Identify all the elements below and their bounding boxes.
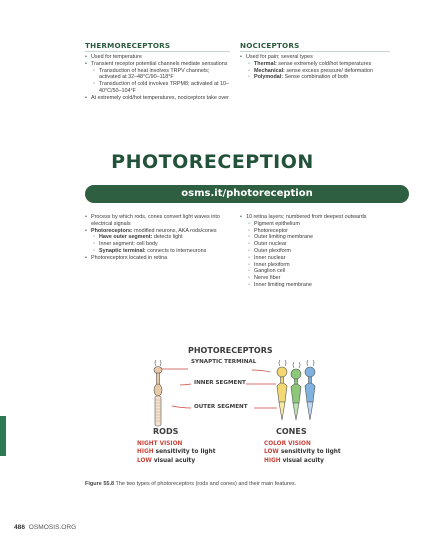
level: HIGH [264, 457, 281, 464]
thermoreceptors-list [85, 54, 230, 102]
photoreception-left-list [85, 214, 230, 262]
retina-layer-item: ◦ Inner limiting membrane [240, 282, 390, 289]
cone-blue-icon [305, 360, 315, 420]
nociceptors-section [240, 41, 390, 81]
list-item: ◦ Transduction of cold involves TRPM8; activated at 10–40°C/50–104°F [85, 81, 230, 95]
label-inner-segment: INNER SEGMENT [194, 380, 246, 386]
list-item [240, 61, 390, 68]
photoreception-left-column [85, 214, 230, 262]
caption-text: The two types of photoreceptors (rods and cones) and their main features. [114, 481, 297, 487]
rods-feature-3 [137, 457, 215, 465]
rods-feature-2 [137, 448, 215, 456]
rods-features [137, 440, 215, 465]
term: Photoreceptors: [91, 227, 133, 234]
label-synaptic-terminal: SYNAPTIC TERMINAL [191, 359, 257, 365]
nociceptors-heading: NOCICEPTORS [240, 41, 390, 52]
definition: modified neurons, AKA rods/cones [132, 227, 217, 234]
rods-title: RODS [153, 427, 179, 436]
list-item: • Process by which rods, cones convert light waves into electrical signals [85, 214, 230, 228]
cones-feature-3 [264, 457, 341, 465]
list-item [85, 248, 230, 255]
retina-layer-item: ◦ Inner nuclear [240, 255, 390, 262]
label-outer-segment: OUTER SEGMENT [194, 404, 248, 410]
page-title: PHOTORECEPTION [111, 151, 314, 173]
retina-layer-item: ◦ Photoreceptor [240, 228, 390, 235]
term: Mechanical: [254, 67, 285, 74]
page-footer [14, 524, 76, 531]
retina-layer-item: ◦ Outer plexiform [240, 248, 390, 255]
figure-number: Figure 55.8 [85, 481, 115, 487]
feature-text: sensitivity to light [153, 449, 216, 456]
cones-feature-2 [264, 448, 341, 456]
level: HIGH [137, 449, 154, 456]
photoreception-right-column [240, 214, 390, 289]
cones-title: CONES [276, 427, 307, 436]
definition: Sense combination of both [283, 74, 349, 81]
list-item: • 10 retina layers; numbered from deepest outwards [240, 214, 390, 221]
page-number: 486 [14, 524, 26, 531]
term: Synaptic terminal: [99, 247, 146, 254]
definition: detects light [152, 234, 183, 241]
url-link[interactable]: osms.it/photoreception [181, 188, 313, 199]
retina-layer-item: ◦ Ganglion cell [240, 268, 390, 275]
list-item: • Photoreceptors located in retina [85, 255, 230, 262]
term: Polymodal: [254, 74, 284, 81]
level: LOW [137, 457, 152, 464]
photoreception-right-list [240, 214, 390, 289]
list-item: • At extremely cold/hot temperatures, nociceptors take over [85, 95, 230, 102]
list-item: • Transient receptor potential channels mediate sensations [85, 61, 230, 68]
term: Thermal: [254, 60, 277, 67]
retina-layer-item: ◦ Inner plexiform [240, 262, 390, 269]
list-item [240, 74, 390, 81]
cones-feature-1: COLOR VISION [264, 441, 311, 447]
list-item [85, 234, 230, 241]
list-item: • Used for temperature [85, 54, 230, 61]
thermoreceptors-heading: THERMORECEPTORS [85, 41, 230, 52]
definition: sense excess pressure/ deformation [284, 67, 373, 74]
url-banner[interactable] [85, 185, 409, 203]
cones-features [264, 440, 341, 465]
list-item: ◦ Inner segment: cell body [85, 241, 230, 248]
figure-heading: PHOTORECEPTORS [188, 346, 273, 355]
feature-text: visual acuity [280, 457, 324, 464]
list-item: ◦ Transduction of heat involves TRPV channels; activated at 32–48°C/90–118°F [85, 68, 230, 82]
level: LOW [264, 449, 279, 456]
rod-cell-icon [154, 360, 162, 426]
retina-layer-item: ◦ Pigment epithelium [240, 221, 390, 228]
list-item [85, 228, 230, 235]
retina-layer-item: ◦ Outer limiting membrane [240, 234, 390, 241]
feature-text: visual acuity [151, 457, 196, 464]
retina-layer-item: ◦ Outer nuclear [240, 241, 390, 248]
thermoreceptors-section [85, 41, 230, 102]
list-item: • Used for pain; several types [240, 54, 390, 61]
term: Have outer segment: [99, 234, 153, 241]
retina-layer-item: ◦ Nerve fiber [240, 275, 390, 282]
site-name[interactable]: OSMOSIS.ORG [28, 524, 77, 531]
list-item [240, 68, 390, 75]
definition: connects to interneurons [145, 247, 207, 254]
rods-feature-1: NIGHT VISION [137, 441, 183, 447]
feature-text: sensitivity to light [278, 449, 341, 456]
leader-lines [158, 369, 277, 408]
definition: sense extremely cold/hot temperatures [276, 60, 372, 67]
cone-green-icon [291, 362, 301, 420]
nociceptors-list [240, 54, 390, 81]
figure-caption [85, 481, 296, 487]
cone-yellow-icon [277, 360, 287, 420]
